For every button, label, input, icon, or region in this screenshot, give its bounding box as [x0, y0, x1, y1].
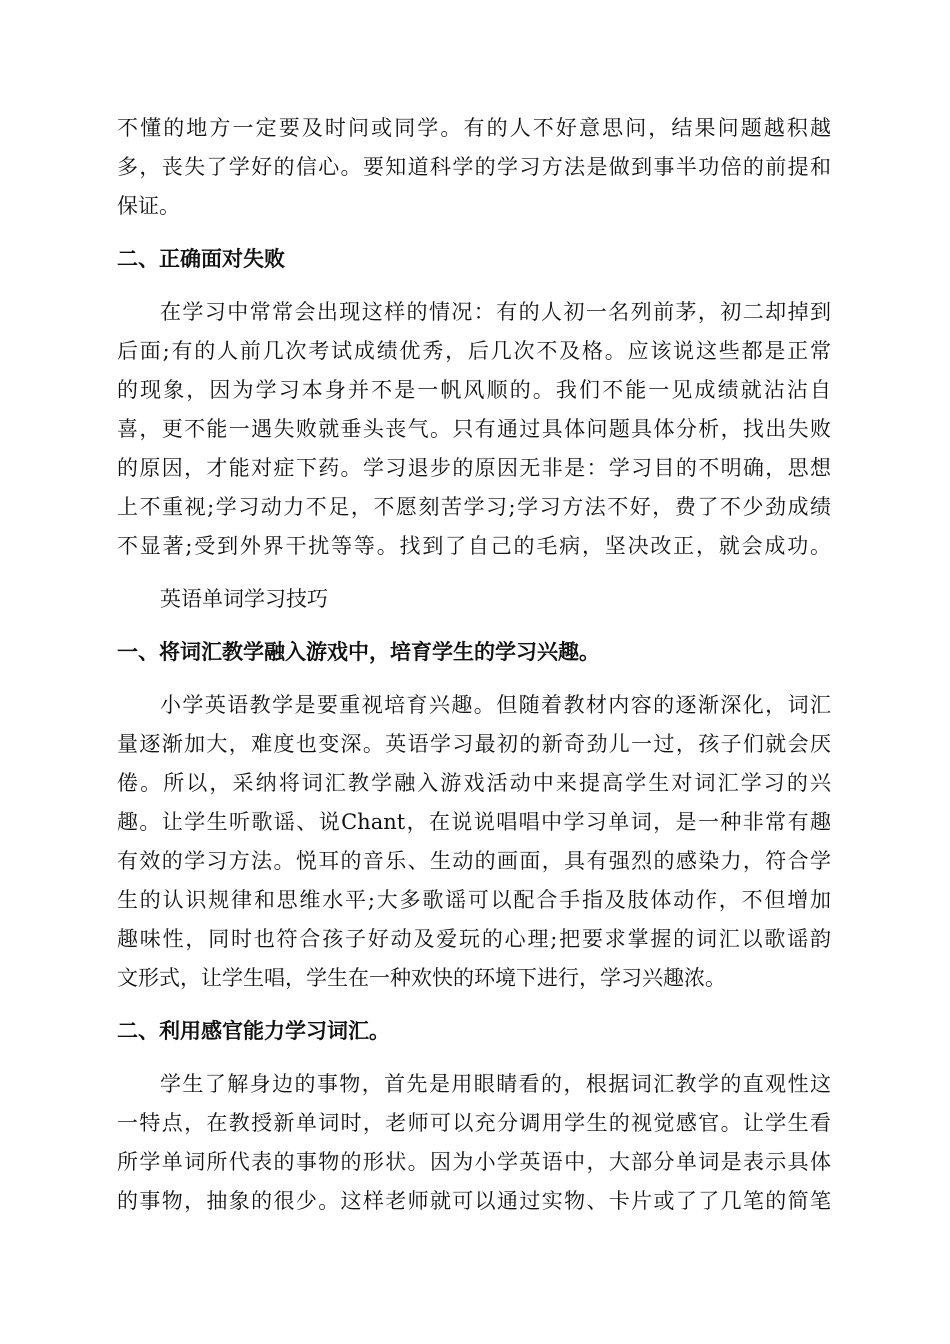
paragraph-line: 小学英语教学是要重视培育兴趣。但随着教材内容的逐渐深化，词汇 — [160, 693, 831, 717]
paragraph-line: 后面;有的人前几次考试成绩优秀，后几次不及格。应该说这些都是正常 — [117, 339, 831, 363]
paragraph-line: 不懂的地方一定要及时问或同学。有的人不好意思问，结果问题越积越 — [117, 116, 831, 140]
paragraph-line: 一特点，在教授新单词时，老师可以充分调用学生的视觉感官。让学生看 — [117, 1111, 831, 1135]
paragraph-line: 趣味性，同时也符合孩子好动及爱玩的心理;把要求掌握的词汇以歌谣韵 — [117, 927, 831, 951]
paragraph-line: 学生了解身边的事物，首先是用眼睛看的，根据词汇教学的直观性这 — [160, 1072, 831, 1096]
section-heading: 一、将词汇教学融入游戏中，培育学生的学习兴趣。 — [117, 640, 600, 664]
paragraph-line: 在学习中常常会出现这样的情况：有的人初一名列前茅，初二却掉到 — [160, 300, 831, 324]
paragraph-line: 有效的学习方法。悦耳的音乐、生动的画面，具有强烈的感染力，符合学 — [117, 849, 831, 873]
paragraph-line: 文形式，让学生唱，学生在一种欢快的环境下进行，学习兴趣浓。 — [117, 966, 726, 990]
paragraph-line: 倦。所以，采纳将词汇教学融入游戏活动中来提高学生对词汇学习的兴 — [117, 771, 831, 795]
paragraph-line: 趣。让学生听歌谣、说Chant，在说说唱唱中学习单词，是一种非常有趣 — [117, 810, 831, 834]
section-heading: 二、利用感官能力学习词汇。 — [117, 1019, 390, 1043]
paragraph-line: 喜，更不能一遇失败就垂头丧气。只有通过具体问题具体分析，找出失败 — [117, 417, 831, 441]
paragraph-line: 的现象，因为学习本身并不是一帆风顺的。我们不能一见成绩就沾沾自 — [117, 378, 831, 402]
paragraph-line: 的事物，抽象的很少。这样老师就可以通过实物、卡片或了了几笔的简笔 — [117, 1189, 831, 1213]
paragraph-line: 量逐渐加大，难度也变深。英语学习最初的新奇劲儿一过，孩子们就会厌 — [117, 732, 831, 756]
section-title: 英语单词学习技巧 — [160, 587, 328, 611]
paragraph-line: 不显著;受到外界干扰等等。找到了自己的毛病，坚决改正，就会成功。 — [117, 534, 831, 558]
paragraph-line: 上不重视;学习动力不足，不愿刻苦学习;学习方法不好，费了不少劲成绩 — [117, 495, 831, 519]
paragraph-line: 多，丧失了学好的信心。要知道科学的学习方法是做到事半功倍的前提和 — [117, 155, 831, 179]
paragraph-line: 生的认识规律和思维水平;大多歌谣可以配合手指及肢体动作，不但增加 — [117, 888, 831, 912]
paragraph-line: 的原因，才能对症下药。学习退步的原因无非是：学习目的不明确，思想 — [117, 456, 831, 480]
section-heading: 二、正确面对失败 — [117, 247, 285, 271]
paragraph-line: 所学单词所代表的事物的形状。因为小学英语中，大部分单词是表示具体 — [117, 1150, 831, 1174]
paragraph-line: 保证。 — [117, 194, 180, 218]
